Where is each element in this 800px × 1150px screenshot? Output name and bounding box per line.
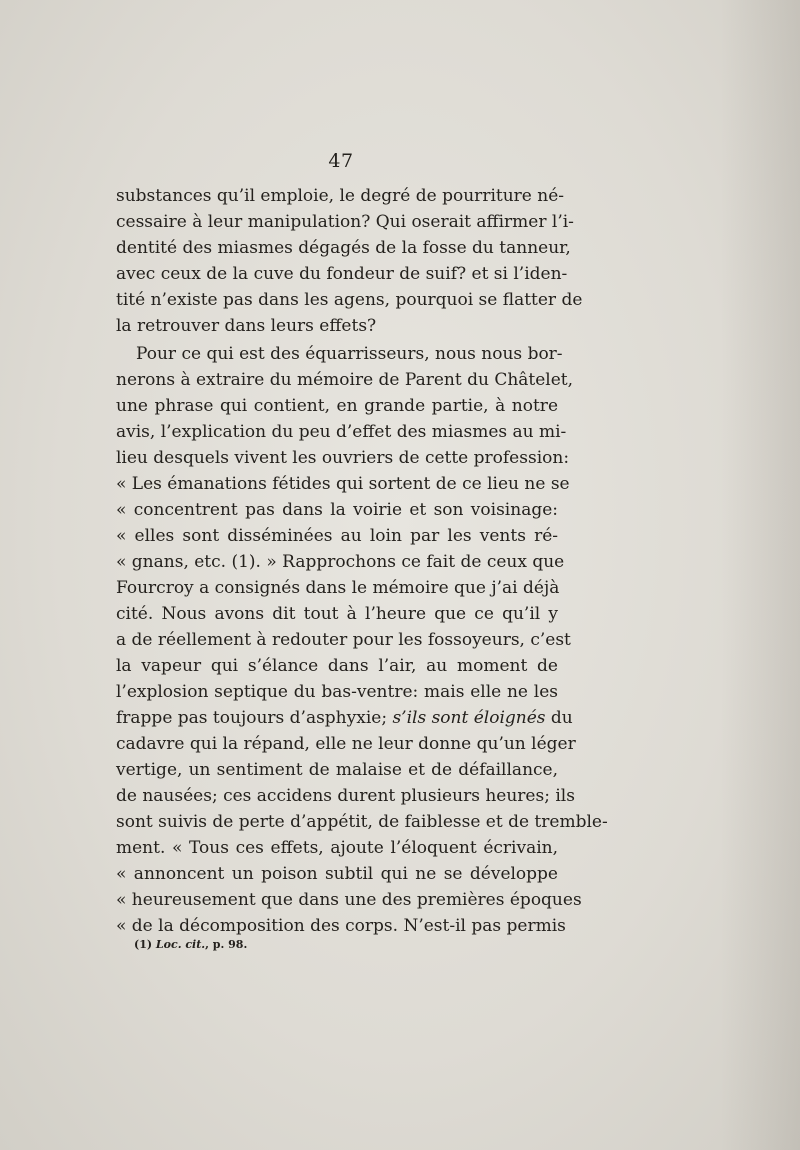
- text-line: vertige, un sentiment de malaise et de défaillance,: [116, 760, 558, 780]
- text-line: avec ceux de la cuve du fondeur de suif? et si l’iden-: [116, 264, 568, 284]
- text-line: dentité des miasmes dégagés de la fosse du tanneur,: [116, 238, 571, 258]
- text-line: nerons à extraire du mémoire de Parent du Châtelet,: [116, 370, 574, 390]
- text-line: « Les émanations fétides qui sortent de ce lieu ne se: [116, 474, 570, 494]
- text-line: la vapeur qui s’élance dans l’air, au moment de: [116, 656, 558, 676]
- footnote: [134, 938, 247, 951]
- text-line: de nausées; ces accidens durent plusieurs heures; ils: [116, 786, 575, 806]
- text-line: « heureusement que dans une des premières époques: [116, 890, 582, 910]
- text-line: cité. Nous avons dit tout à l’heure que ce qu’il y: [116, 604, 558, 624]
- footnote-marker: (1): [134, 938, 153, 951]
- text-line: cessaire à leur manipulation? Qui oserait affirmer l’i-: [116, 212, 574, 232]
- text-line: ment. « Tous ces effets, ajoute l’éloquent écrivain,: [116, 838, 558, 858]
- text-line: Fourcroy a consignés dans le mémoire que j’ai déjà: [116, 578, 560, 598]
- text-line: « concentrent pas dans la voirie et son voisinage:: [116, 500, 558, 520]
- text-line: sont suivis de perte d’appétit, de faiblesse et de tremble-: [116, 812, 608, 832]
- page-number: 47: [328, 150, 354, 172]
- text-line: avis, l’explication du peu d’effet des miasmes au mi-: [116, 422, 567, 442]
- italic-phrase: s’ils sont éloignés: [392, 708, 546, 728]
- text-line: « gnans, etc. (1). » Rapprochons ce fait de ceux que: [116, 552, 565, 572]
- text-line: tité n’existe pas dans les agens, pourquoi se flatter de: [116, 290, 583, 310]
- text-line-with-italic: [116, 708, 573, 728]
- text-line: a de réellement à redouter pour les fossoyeurs, c’est: [116, 630, 571, 650]
- text-line-paragraph-start: Pour ce qui est des équarrisseurs, nous nous bor-: [136, 344, 563, 364]
- text-segment: du: [550, 708, 573, 728]
- text-line: « annoncent un poison subtil qui ne se développe: [116, 864, 558, 884]
- text-segment: frappe pas toujours d’asphyxie;: [116, 708, 388, 728]
- text-line: cadavre qui la répand, elle ne leur donne qu’un léger: [116, 734, 576, 754]
- text-line: « de la décomposition des corps. N’est-il pas permis: [116, 916, 566, 936]
- text-line: l’explosion septique du bas-ventre: mais elle ne les: [116, 682, 558, 702]
- text-line: « elles sont disséminées au loin par les vents ré-: [116, 526, 558, 546]
- footnote-reference: Loc. cit.: [155, 938, 206, 951]
- footnote-page: , p. 98.: [205, 938, 248, 951]
- text-line: substances qu’il emploie, le degré de pourriture né-: [116, 186, 565, 206]
- text-line: une phrase qui contient, en grande partie, à notre: [116, 396, 558, 416]
- text-line: lieu desquels vivent les ouvriers de cette profession:: [116, 448, 570, 468]
- text-line: la retrouver dans leurs effets?: [116, 316, 377, 336]
